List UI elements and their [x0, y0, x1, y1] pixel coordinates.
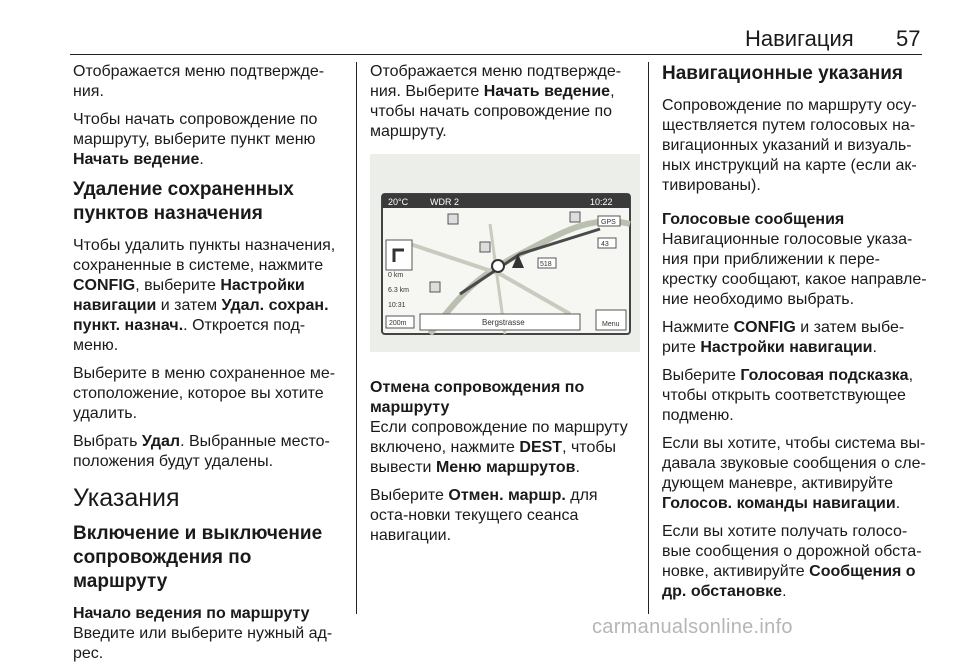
paragraph: Выберите Отмен. маршр. для оста-новки текущего сеанса навигации. — [370, 487, 598, 544]
svg-text:Menu: Menu — [602, 321, 620, 328]
svg-text:GPS: GPS — [601, 219, 616, 226]
navigation-screen-image — [370, 154, 640, 352]
svg-text:0 km: 0 km — [388, 272, 404, 279]
svg-text:518: 518 — [540, 261, 552, 268]
heading-navigation-instructions: Навигационные указания — [662, 63, 903, 84]
svg-text:200m: 200m — [389, 320, 407, 327]
paragraph: Выберите в меню сохраненное ме-стоположение, которое вы хотите удалить. — [73, 365, 336, 422]
column-divider-1 — [356, 62, 357, 614]
heading-start-guidance: Начало ведения по маршруту — [73, 605, 310, 622]
heading-enable-guidance: Включение и выключение сопровождения по маршруту — [73, 523, 323, 592]
column-middle — [370, 62, 640, 554]
section-title-instructions: Указания — [73, 484, 180, 512]
heading-voice-messages: Голосовые сообщения — [662, 211, 845, 228]
heading-cancel-guidance: Отмена сопровождения по маршруту — [370, 379, 585, 416]
svg-text:10:22: 10:22 — [590, 197, 613, 207]
paragraph: Нажмите CONFIG и затем выбе-рите Настройки навигации. — [662, 319, 905, 356]
paragraph: Отображается меню подтвержде-ния. Выберите Начать ведение, чтобы начать сопровождение по маршруту. — [370, 63, 622, 140]
navigation-map-figure — [370, 154, 640, 352]
watermark: carmanualsonline.info — [592, 616, 793, 638]
svg-text:6.3 km: 6.3 km — [388, 287, 410, 294]
paragraph: Навигационные голосовые указа-ния при приближении к пере-крестку сообщают, какое направле-ние необходимо выбрать. — [662, 231, 927, 308]
column-left — [73, 62, 345, 672]
column-divider-2 — [648, 62, 649, 614]
page-number: 57 — [896, 26, 921, 51]
paragraph: Сопровождение по маршруту осу-ществляется путем голосовых на-вигационных указаний и визуаль-ных инструкций на карте (если ак-тивированы). — [662, 97, 917, 194]
svg-text:20°C: 20°C — [388, 197, 409, 207]
svg-text:WDR 2: WDR 2 — [430, 197, 459, 207]
paragraph: Отображается меню подтвержде-ния. — [73, 63, 325, 100]
paragraph: Если вы хотите, чтобы система вы-давала звуковые сообщения о сле-дующем маневре, активируйте Голосов. команды навигации. — [662, 435, 926, 512]
paragraph: Чтобы удалить пункты назначения, сохраненные в системе, нажмите CONFIG, выберите Настройки навигации и затем Удал. сохран. пункт. назнач.. Откроется под-меню. — [73, 237, 336, 354]
paragraph: Выберите Голосовая подсказка, чтобы открыть соответствующее подменю. — [662, 367, 914, 424]
heading-delete-destinations: Удаление сохраненных пунктов назначения — [73, 179, 294, 224]
page-header-title: Навигация — [745, 26, 854, 51]
svg-text:Bergstrasse: Bergstrasse — [482, 318, 525, 327]
header-rule — [70, 54, 922, 55]
column-right — [662, 62, 927, 610]
paragraph: Если сопровождение по маршруту включено, нажмите DEST, чтобы вывести Меню маршрутов. — [370, 419, 628, 476]
paragraph: Если вы хотите получать голосо-вые сообщения о дорожной обста-новке, активируйте Сообщения о др. обстановке. — [662, 523, 922, 600]
svg-text:43: 43 — [601, 241, 609, 248]
svg-text:10:31: 10:31 — [388, 302, 406, 309]
paragraph: Выбрать Удал. Выбранные место-положения будут удалены. — [73, 433, 330, 470]
paragraph: Чтобы начать сопровождение по маршруту, выберите пункт меню Начать ведение. — [73, 111, 318, 168]
paragraph: Введите или выберите нужный ад-рес. — [73, 625, 333, 662]
